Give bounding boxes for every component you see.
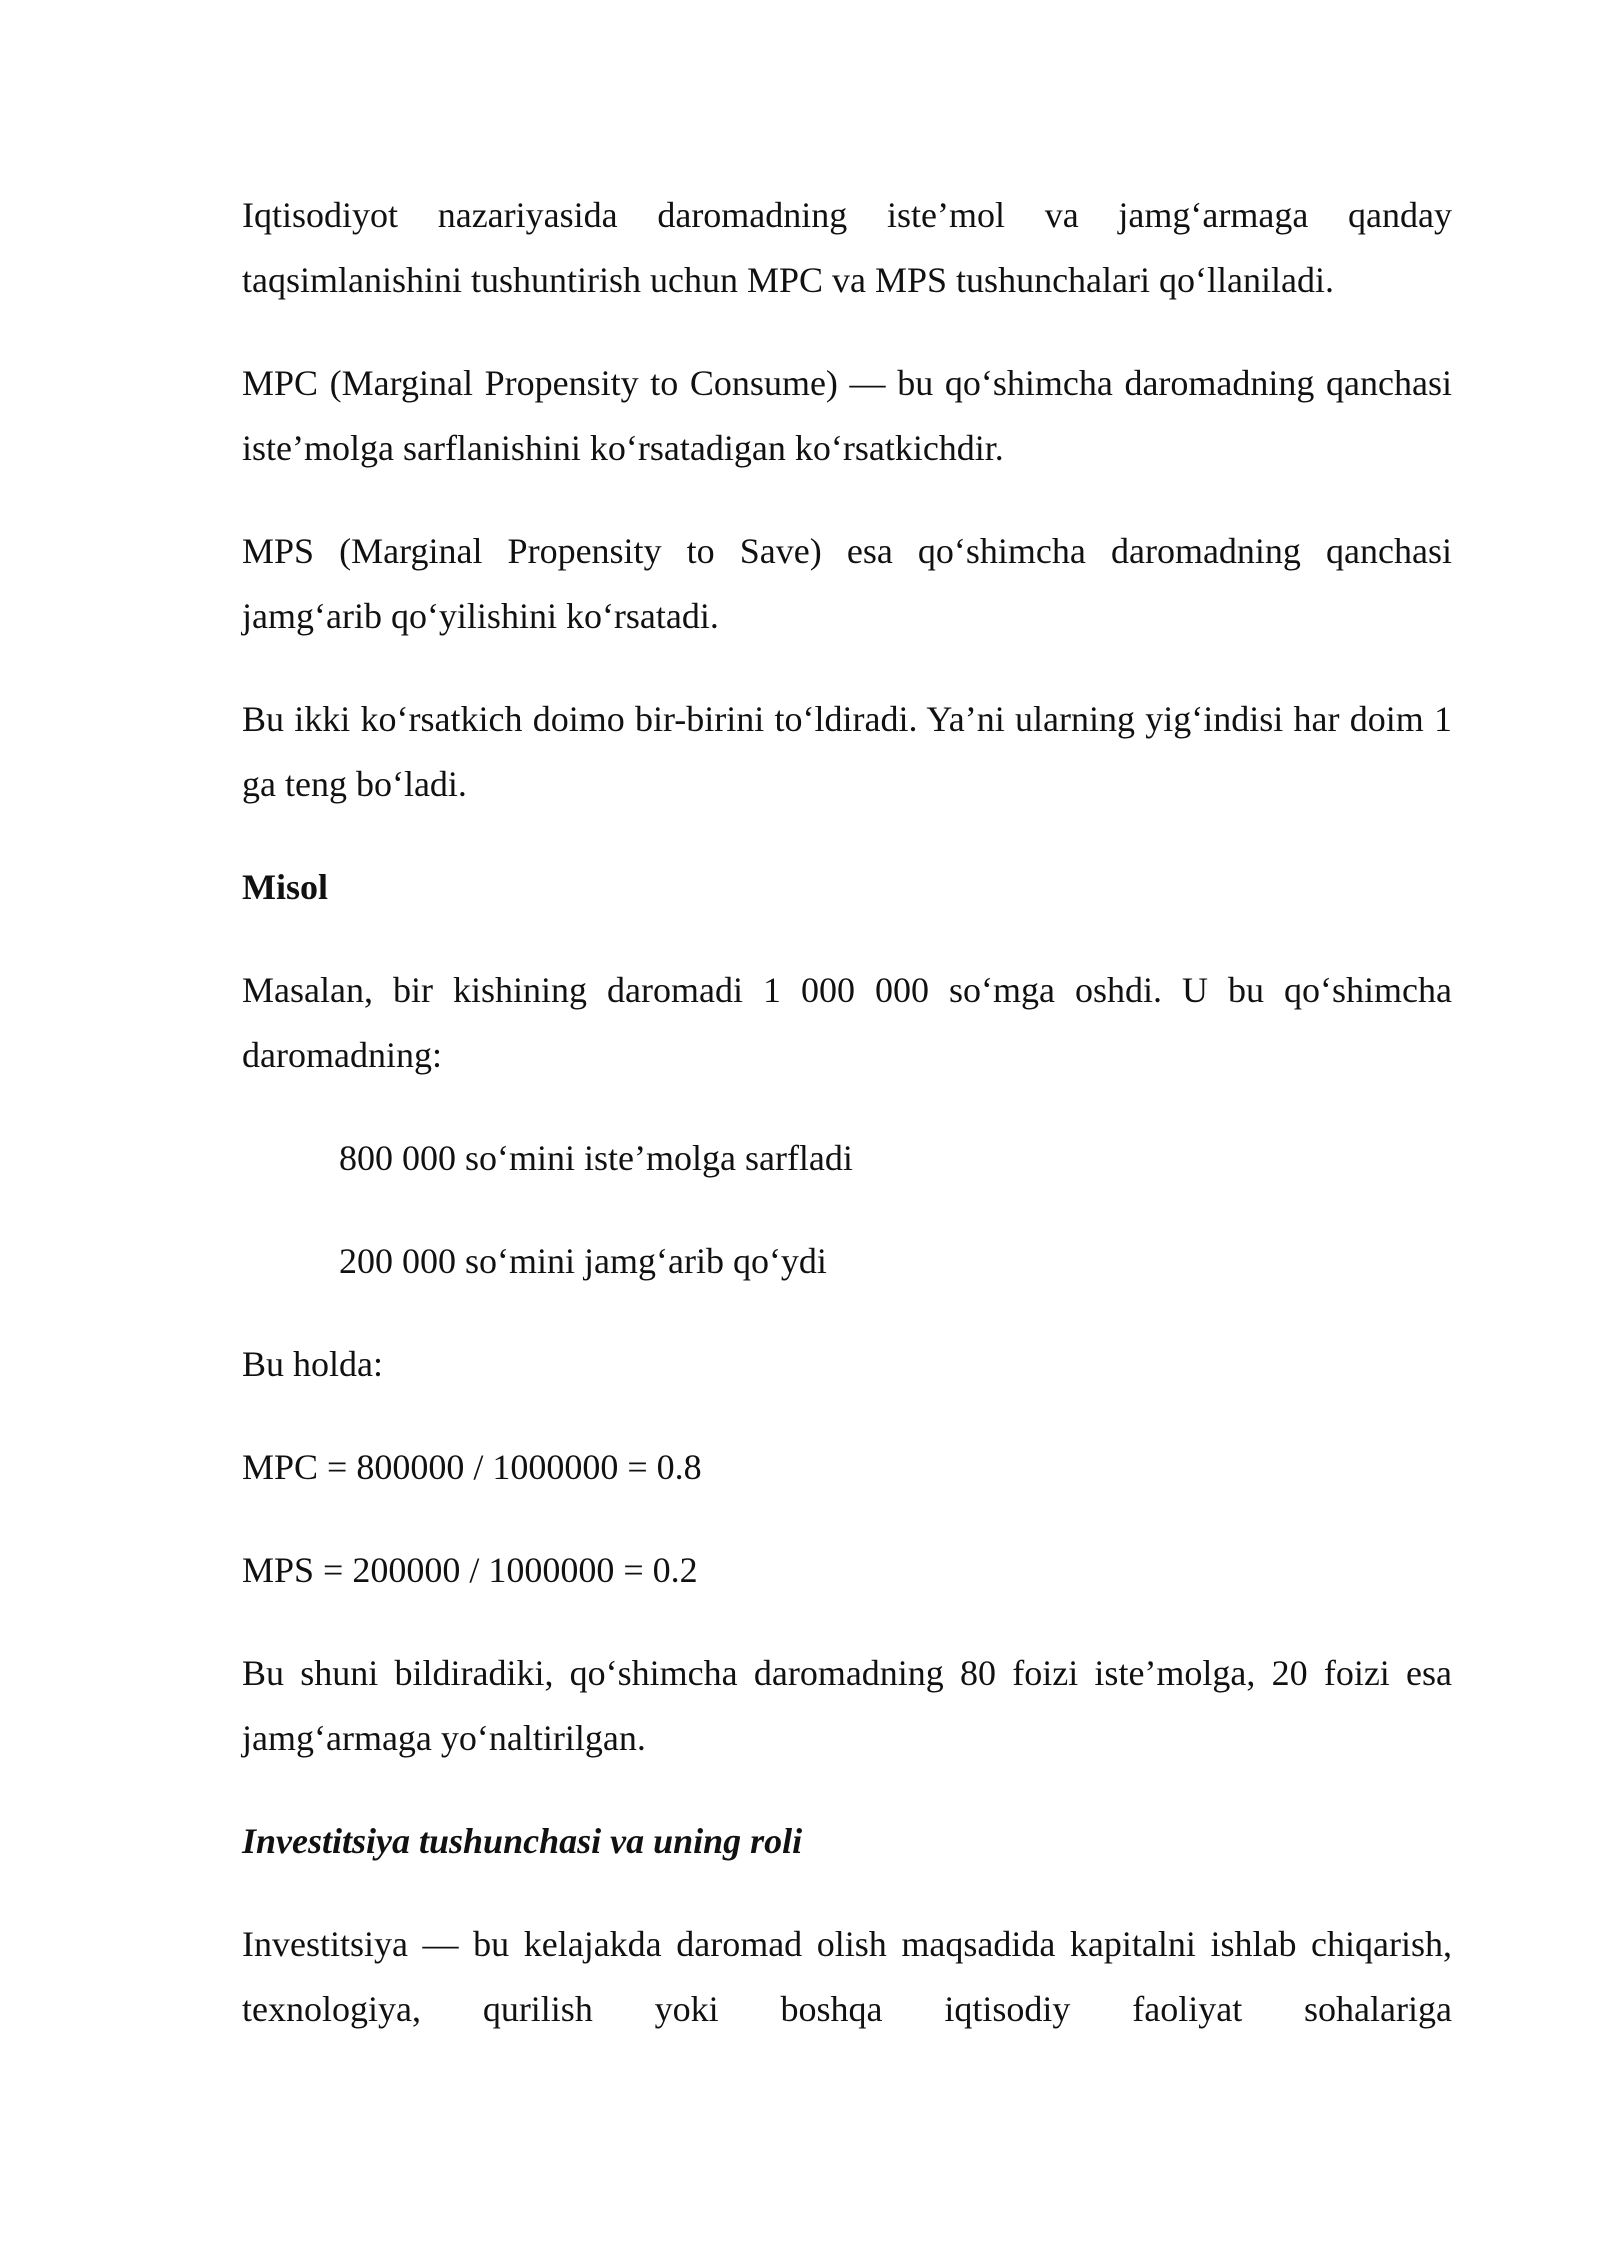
mps-definition-paragraph: MPS (Marginal Propensity to Save) esa qo‘shimcha daromadning qanchasi jamg‘arib qo‘yilishini ko‘rsatadi.	[242, 531, 1452, 636]
conclusion-paragraph: Bu shuni bildiradiki, qo‘shimcha daromadning 80 foizi iste’molga, 20 foizi esa jamg‘armaga yo‘naltirilgan.	[242, 1653, 1452, 1758]
example-heading: Misol	[242, 867, 328, 907]
document-body	[242, 183, 1452, 2080]
result-intro: Bu holda:	[242, 1344, 383, 1384]
complement-paragraph: Bu ikki ko‘rsatkich doimo bir-birini to‘ldiradi. Ya’ni ularning yig‘indisi har doim 1 ga teng bo‘ladi.	[242, 699, 1452, 804]
investment-heading: Investitsiya tushunchasi va uning roli	[242, 1821, 803, 1861]
intro-paragraph: Iqtisodiyot nazariyasida daromadning iste’mol va jamg‘armaga qanday taqsimlanishini tushuntirish uchun MPC va MPS tushunchalari qo‘llaniladi.	[242, 195, 1452, 300]
mpc-definition-paragraph: MPC (Marginal Propensity to Consume) — bu qo‘shimcha daromadning qanchasi iste’molga sarflanishini ko‘rsatadigan ko‘rsatkichdir.	[242, 363, 1452, 468]
example-consumption-line: 800 000 so‘mini iste’molga sarfladi	[339, 1138, 853, 1178]
mpc-formula: MPC = 800000 / 1000000 = 0.8	[242, 1447, 702, 1487]
mps-formula: MPS = 200000 / 1000000 = 0.2	[242, 1550, 698, 1590]
example-saving-line: 200 000 so‘mini jamg‘arib qo‘ydi	[339, 1241, 827, 1281]
example-intro-paragraph: Masalan, bir kishining daromadi 1 000 000 so‘mga oshdi. U bu qo‘shimcha daromadning:	[242, 970, 1452, 1075]
investment-paragraph: Investitsiya — bu kelajakda daromad olish maqsadida kapitalni ishlab chiqarish, texnologiya, qurilish yoki boshqa iqtisodiy faoliyat sohalariga	[242, 1924, 1452, 2029]
